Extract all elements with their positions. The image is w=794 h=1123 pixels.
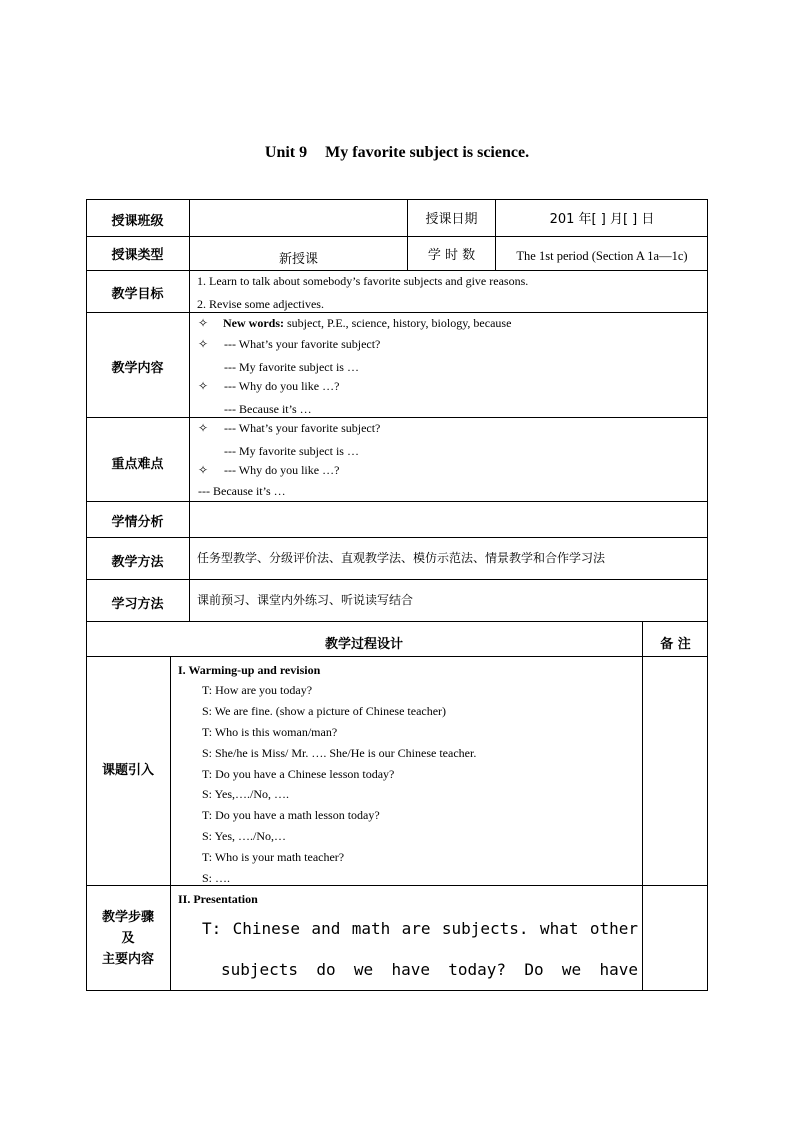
analysis-label: 学情分析 [111, 515, 164, 530]
content-question: --- Why do you like …? [224, 379, 340, 393]
row-divider [86, 885, 708, 886]
key-question: --- What’s your favorite subject? [224, 421, 381, 435]
teaching-method-label: 教学方法 [111, 555, 164, 570]
steps-label-line: 教学步骤 [101, 910, 154, 925]
intro-label: 课题引入 [101, 763, 154, 778]
new-words-label: New words: [223, 316, 284, 330]
intro-heading: I. Warming-up and revision [178, 663, 321, 677]
goals-label: 教学目标 [111, 287, 164, 302]
notes-header: 备 注 [660, 637, 691, 652]
key-answer: --- My favorite subject is … [224, 444, 359, 458]
class-label: 授课班级 [111, 213, 164, 229]
diamond-icon: ✧ [198, 316, 209, 330]
dialogue-line: T: How are you today? [202, 683, 313, 697]
process-header: 教学过程设计 [324, 637, 403, 652]
presentation-heading: II. Presentation [178, 892, 258, 906]
key-points-label: 重点难点 [111, 457, 164, 472]
presentation-line: subjects do we have today? Do we have [221, 960, 638, 979]
steps-label-line: 及 [121, 931, 135, 946]
content-answer: --- My favorite subject is … [224, 360, 359, 374]
dialogue-line: T: Do you have a math lesson today? [202, 808, 380, 822]
content-label: 教学内容 [111, 361, 164, 376]
date-value: 201 年[ ] 月[ ] 日 [549, 212, 655, 227]
new-words-list: subject, P.E., science, history, biology, because [287, 316, 512, 330]
dialogue-line: S: …. [202, 871, 231, 885]
diamond-icon: ✧ [198, 337, 209, 351]
class-value [190, 199, 407, 236]
hours-label: 学 时 数 [427, 248, 476, 263]
dialogue-line: S: We are fine. (show a picture of Chinese teacher) [202, 704, 447, 718]
learning-method-label: 学习方法 [111, 597, 164, 612]
content-answer: --- Because it’s … [224, 402, 312, 416]
date-label: 授课日期 [425, 212, 478, 227]
steps-label-line: 主要内容 [101, 952, 154, 967]
hours-value: The 1st period (Section A 1a—1c) [516, 249, 688, 263]
dialogue-line: T: Do you have a Chinese lesson today? [202, 767, 395, 781]
col-divider [170, 656, 171, 991]
type-label: 授课类型 [111, 248, 164, 263]
dialogue-line: S: Yes,…./No, …. [202, 787, 290, 801]
diamond-icon: ✧ [198, 421, 209, 435]
key-answer: --- Because it’s … [198, 484, 286, 498]
dialogue-line: T: Who is this woman/man? [202, 725, 338, 739]
presentation-line: T: Chinese and math are subjects. what other [202, 919, 638, 938]
diamond-icon: ✧ [198, 463, 209, 477]
goal-item: 2. Revise some adjectives. [197, 297, 324, 311]
learning-method-value: 课前预习、课堂内外练习、听说读写结合 [197, 593, 414, 607]
dialogue-line: S: She/he is Miss/ Mr. …. She/He is our Chinese teacher. [202, 746, 477, 760]
new-words-line [223, 315, 511, 331]
key-question: --- Why do you like …? [224, 463, 340, 477]
teaching-method-value: 任务型教学、分级评价法、直观教学法、模仿示范法、情景教学和合作学习法 [197, 551, 606, 565]
dialogue-line: S: Yes, …./No,… [202, 829, 287, 843]
goal-item: 1. Learn to talk about somebody’s favorite subjects and give reasons. [197, 274, 529, 288]
content-question: --- What’s your favorite subject? [224, 337, 381, 351]
col-divider [642, 621, 643, 991]
diamond-icon: ✧ [198, 379, 209, 393]
steps-label [86, 886, 170, 991]
dialogue-line: T: Who is your math teacher? [202, 850, 345, 864]
type-value: 新授课 [278, 251, 318, 267]
page-title: Unit 9 My favorite subject is science. [264, 144, 530, 161]
